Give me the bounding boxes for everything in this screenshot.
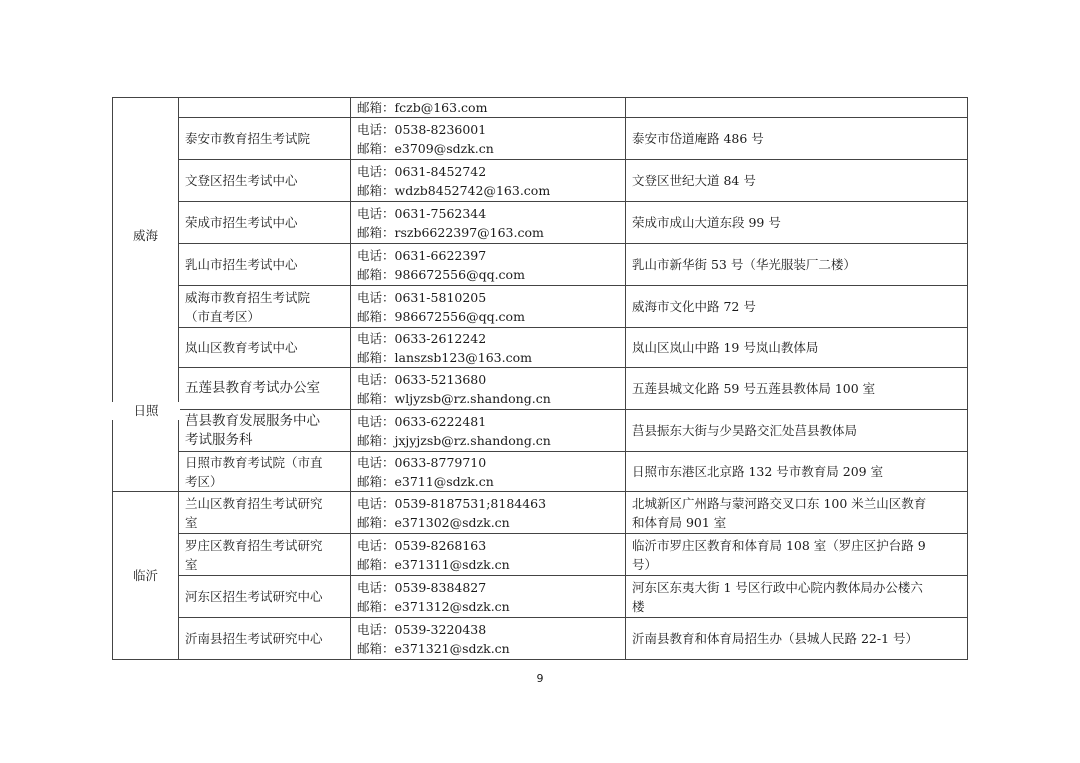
org-name: 乳山市招生考试中心 (185, 257, 298, 272)
contact-cell (351, 328, 626, 368)
address-text: 岚山区岚山中路 19 号岚山教体局 (632, 340, 819, 355)
address-text: 文登区世纪大道 84 号 (632, 173, 756, 188)
email-text: 邮箱：e371312@sdzk.cn (357, 598, 510, 614)
address-text: 临沂市罗庄区教育和体育局 108 室（罗庄区护台路 9 (632, 537, 926, 553)
phone-text: 电话：0539-8268163 (357, 537, 487, 553)
table-row (113, 160, 968, 202)
city-label-rizhao (112, 402, 180, 420)
address-text: 河东区东夷大街 1 号区行政中心院内教体局办公楼六 (632, 579, 923, 595)
org-name: 日照市教育考试院（市直 (185, 454, 323, 470)
city-cell-weihai (113, 98, 179, 492)
city-name: 临沂 (132, 568, 158, 583)
org-name: 威海市教育招生考试院 (185, 289, 311, 305)
address-cell (626, 618, 968, 660)
address-cell (626, 160, 968, 202)
contact-cell (351, 286, 626, 328)
address-cell (626, 576, 968, 618)
email-text: 邮箱：wdzb8452742@163.com (357, 182, 551, 198)
address-text: 莒县振东大街与少昊路交汇处莒县教体局 (632, 423, 858, 438)
address-text: 荣成市成山大道东段 99 号 (632, 215, 781, 230)
contact-cell (351, 368, 626, 410)
table-row (113, 492, 968, 534)
email-text: 邮箱：lanszsb123@163.com (357, 349, 532, 365)
contact-cell (351, 98, 626, 118)
table-row (113, 534, 968, 576)
contact-cell (351, 534, 626, 576)
email-text: 邮箱：e371311@sdzk.cn (357, 556, 510, 572)
phone-text: 电话：0539-8187531;8184463 (357, 495, 547, 511)
address-text: 日照市东港区北京路 132 号市教育局 209 室 (632, 464, 884, 479)
address-cell (626, 452, 968, 492)
org-name: 河东区招生考试研究中心 (185, 589, 323, 604)
table-row (113, 328, 968, 368)
city-cell-linyi (113, 492, 179, 660)
contacts-table (112, 97, 968, 660)
org-cell (179, 534, 351, 576)
address-text: 五莲县城文化路 59 号五莲县教体局 100 室 (632, 381, 876, 396)
org-name: 兰山区教育招生考试研究 (185, 495, 323, 511)
org-cell (179, 118, 351, 160)
email-text: 邮箱：e371302@sdzk.cn (357, 514, 510, 530)
table-row (113, 410, 968, 452)
address-text-cont: 号） (632, 556, 658, 572)
contact-cell (351, 452, 626, 492)
table-row (113, 368, 968, 410)
table-row (113, 118, 968, 160)
phone-text: 电话：0538-8236001 (357, 121, 487, 137)
contact-cell (351, 492, 626, 534)
address-text-cont: 和体育局 901 室 (632, 514, 727, 530)
org-cell (179, 368, 351, 410)
org-cell (179, 452, 351, 492)
table-row (113, 618, 968, 660)
address-text: 北城新区广州路与蒙河路交叉口东 100 米兰山区教育 (632, 495, 927, 511)
org-name: 泰安市教育招生考试院 (185, 131, 311, 146)
org-name-sub: 考试服务科 (185, 431, 253, 448)
org-cell (179, 160, 351, 202)
table-row (113, 202, 968, 244)
org-name: 莒县教育发展服务中心 (185, 412, 320, 429)
phone-text: 电话：0631-6622397 (357, 247, 487, 263)
contact-cell (351, 118, 626, 160)
address-cell (626, 534, 968, 576)
table-row (113, 98, 968, 118)
address-text: 乳山市新华街 53 号（华光服装厂二楼） (632, 257, 856, 272)
email-text: 邮箱：e371321@sdzk.cn (357, 640, 510, 656)
org-cell (179, 202, 351, 244)
org-cell (179, 286, 351, 328)
contact-cell (351, 202, 626, 244)
city-name: 日照 (133, 403, 159, 418)
phone-text: 电话：0633-6222481 (357, 413, 487, 429)
contact-cell (351, 244, 626, 286)
contact-cell (351, 576, 626, 618)
phone-text: 电话：0631-8452742 (357, 163, 487, 179)
phone-text: 电话：0539-3220438 (357, 621, 487, 637)
page-number: 9 (536, 672, 544, 685)
phone-text: 电话：0631-7562344 (357, 205, 487, 221)
org-name-sub: 室 (185, 514, 198, 530)
table-row (113, 452, 968, 492)
address-text: 威海市文化中路 72 号 (632, 299, 756, 314)
address-cell (626, 286, 968, 328)
org-name-sub: （市直考区） (185, 308, 261, 324)
email-text: 邮箱：fczb@163.com (357, 100, 488, 115)
email-text: 邮箱：e3709@sdzk.cn (357, 140, 494, 156)
phone-text: 电话：0633-2612242 (357, 330, 487, 346)
org-name-sub: 考区） (185, 473, 223, 489)
contact-cell (351, 160, 626, 202)
address-cell (626, 492, 968, 534)
address-cell (626, 244, 968, 286)
org-name: 荣成市招生考试中心 (185, 215, 298, 230)
address-text: 泰安市岱道庵路 486 号 (632, 131, 764, 146)
address-cell (626, 98, 968, 118)
address-text-cont: 楼 (632, 598, 645, 614)
org-cell (179, 98, 351, 118)
address-cell (626, 118, 968, 160)
org-cell (179, 244, 351, 286)
table-row (113, 576, 968, 618)
org-name: 五莲县教育考试办公室 (185, 380, 320, 396)
phone-text: 电话：0539-8384827 (357, 579, 487, 595)
contact-cell (351, 410, 626, 452)
email-text: 邮箱：986672556@qq.com (357, 266, 525, 282)
address-cell (626, 368, 968, 410)
email-text: 邮箱：986672556@qq.com (357, 308, 525, 324)
contact-cell (351, 618, 626, 660)
phone-text: 电话：0633-8779710 (357, 454, 487, 470)
org-cell (179, 410, 351, 452)
org-name-sub: 室 (185, 556, 198, 572)
phone-text: 电话：0631-5810205 (357, 289, 487, 305)
address-text: 沂南县教育和体育局招生办（县城人民路 22-1 号） (632, 631, 919, 646)
org-name: 岚山区教育考试中心 (185, 340, 298, 355)
address-cell (626, 328, 968, 368)
address-cell (626, 410, 968, 452)
email-text: 邮箱：rszb6622397@163.com (357, 224, 544, 240)
org-cell (179, 576, 351, 618)
org-name: 沂南县招生考试研究中心 (185, 631, 323, 646)
org-cell (179, 618, 351, 660)
email-text: 邮箱：jxjyjzsb@rz.shandong.cn (357, 432, 551, 448)
org-name: 文登区招生考试中心 (185, 173, 298, 188)
org-cell (179, 492, 351, 534)
address-cell (626, 202, 968, 244)
email-text: 邮箱：wljyzsb@rz.shandong.cn (357, 390, 551, 406)
phone-text: 电话：0633-5213680 (357, 371, 487, 387)
org-name: 罗庄区教育招生考试研究 (185, 537, 323, 553)
email-text: 邮箱：e3711@sdzk.cn (357, 473, 494, 489)
table-row (113, 244, 968, 286)
org-cell (179, 328, 351, 368)
table-row (113, 286, 968, 328)
city-name: 威海 (132, 228, 158, 243)
